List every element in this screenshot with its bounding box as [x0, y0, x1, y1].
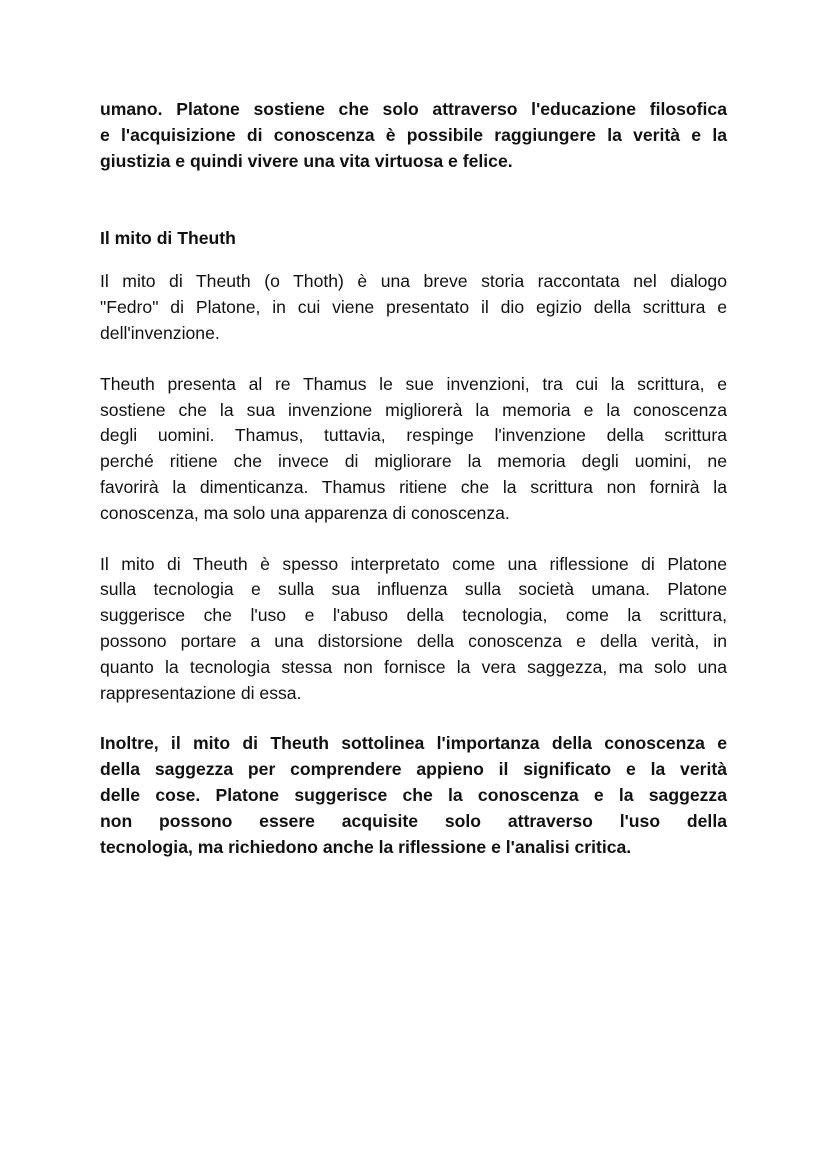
- text-line: sulla tecnologia e sulla sua influenza sulla società umana. Platone: [100, 579, 727, 600]
- text-line: umano. Platone sostiene che solo attraverso l'educazione filosofica: [100, 99, 727, 119]
- text-line: Il mito di Theuth (o Thoth) è una breve storia raccontata nel dialogo: [100, 271, 727, 292]
- section-title: Il mito di Theuth: [100, 228, 236, 249]
- text-line: favorirà la dimenticanza. Thamus ritiene che la scrittura non fornirà la: [100, 476, 727, 497]
- text-line: possono portare a una distorsione della conoscenza e della verità, in: [100, 630, 727, 651]
- intro-paragraph: [100, 97, 727, 174]
- text-line: Inoltre, il mito di Theuth sottolinea l'importanza della conoscenza e: [100, 733, 727, 754]
- text-line: Il mito di Theuth è spesso interpretato come una riflessione di Platone: [100, 553, 727, 574]
- text-line: non possono essere acquisite solo attraverso l'uso della: [100, 810, 727, 831]
- document-page: [100, 97, 727, 860]
- text-line: suggerisce che l'uso e l'abuso della tecnologia, come la scrittura,: [100, 605, 727, 626]
- text-line: delle cose. Platone suggerisce che la conoscenza e la saggezza: [100, 784, 727, 805]
- text-line: Theuth presenta al re Thamus le sue invenzioni, tra cui la scrittura, e: [100, 373, 727, 394]
- text-line: degli uomini. Thamus, tuttavia, respinge l'invenzione della scrittura: [100, 425, 727, 446]
- paragraph-1: [100, 269, 727, 346]
- paragraph-2: [100, 372, 727, 527]
- text-line: rappresentazione di essa.: [100, 682, 302, 703]
- paragraph-3: [100, 552, 727, 707]
- text-line: tecnologia, ma richiedono anche la riflessione e l'analisi critica.: [100, 836, 632, 857]
- text-line: conoscenza, ma solo una apparenza di conoscenza.: [100, 502, 510, 523]
- text-line: quanto la tecnologia stessa non fornisce la vera saggezza, ma solo una: [100, 656, 727, 677]
- text-line: perché ritiene che invece di migliorare la memoria degli uomini, ne: [100, 451, 727, 472]
- text-line: della saggezza per comprendere appieno il significato e la verità: [100, 759, 727, 780]
- text-line: "Fedro" di Platone, in cui viene presentato il dio egizio della scrittura e: [100, 297, 727, 318]
- text-line: sostiene che la sua invenzione migliorerà la memoria e la conoscenza: [100, 399, 727, 420]
- text-line: dell'invenzione.: [100, 322, 220, 343]
- text-line: e l'acquisizione di conoscenza è possibile raggiungere la verità e la: [100, 124, 727, 145]
- text-line: giustizia e quindi vivere una vita virtuosa e felice.: [100, 150, 513, 171]
- paragraph-4: [100, 731, 727, 860]
